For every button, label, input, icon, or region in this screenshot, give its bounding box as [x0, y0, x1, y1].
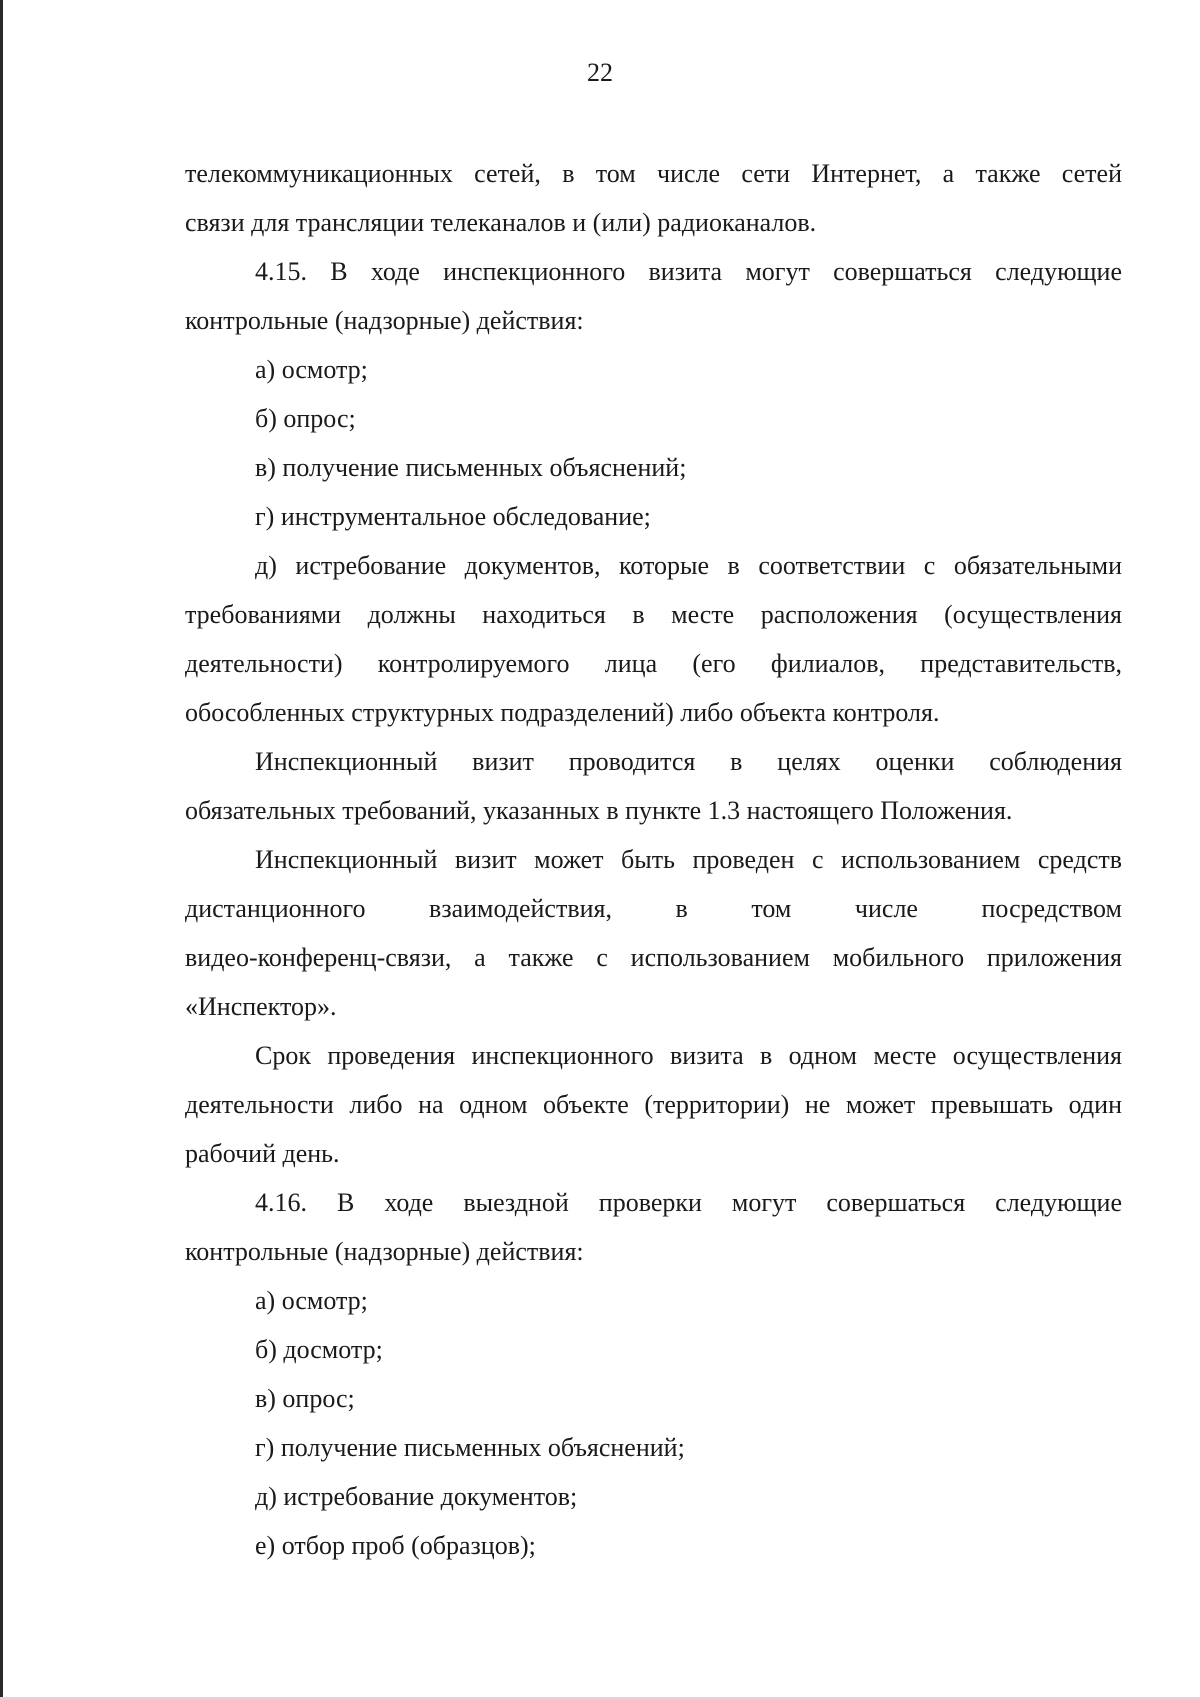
text-line: деятельности) контролируемого лица (его филиалов, представительств, — [185, 649, 1122, 678]
text-line: рабочий день. — [185, 1139, 340, 1168]
text-line: в) опрос; — [255, 1384, 355, 1413]
text-line: видео-конференц-связи, а также с использованием мобильного приложения — [185, 943, 1122, 972]
text-line: Срок проведения инспекционного визита в одном месте осуществления — [255, 1041, 1122, 1070]
text-line: а) осмотр; — [255, 355, 368, 384]
text-line: обязательных требований, указанных в пункте 1.3 настоящего Положения. — [185, 796, 1013, 825]
text-line: требованиями должны находиться в месте расположения (осуществления — [185, 600, 1122, 629]
text-line: обособленных структурных подразделений) либо объекта контроля. — [185, 698, 940, 727]
text-line: б) опрос; — [255, 404, 356, 433]
scan-edge-left — [0, 0, 3, 1699]
text-line: г) получение письменных объяснений; — [255, 1433, 685, 1462]
text-line: в) получение письменных объяснений; — [255, 453, 687, 482]
text-line: 4.16. В ходе выездной проверки могут совершаться следующие — [255, 1188, 1122, 1217]
text-line: деятельности либо на одном объекте (территории) не может превышать один — [185, 1090, 1122, 1119]
text-line: е) отбор проб (образцов); — [255, 1531, 536, 1560]
text-line: связи для трансляции телеканалов и (или) радиоканалов. — [185, 208, 817, 237]
text-line: б) досмотр; — [255, 1335, 383, 1364]
text-line: телекоммуникационных сетей, в том числе сети Интернет, а также сетей — [185, 159, 1122, 188]
text-line: «Инспектор». — [185, 992, 337, 1021]
text-line: д) истребование документов, которые в соответствии с обязательными — [255, 551, 1122, 580]
text-line: контрольные (надзорные) действия: — [185, 306, 584, 335]
text-line: Инспекционный визит проводится в целях оценки соблюдения — [255, 747, 1122, 776]
document-body — [185, 149, 1122, 1570]
text-line: дистанционного взаимодействия, в том числе посредством — [185, 894, 1122, 923]
page-number: 22 — [587, 58, 613, 87]
text-line: д) истребование документов; — [255, 1482, 578, 1511]
text-line: а) осмотр; — [255, 1286, 368, 1315]
text-line: 4.15. В ходе инспекционного визита могут совершаться следующие — [255, 257, 1122, 286]
text-line: г) инструментальное обследование; — [255, 502, 651, 531]
text-line: Инспекционный визит может быть проведен с использованием средств — [255, 845, 1122, 874]
text-line: контрольные (надзорные) действия: — [185, 1237, 584, 1266]
